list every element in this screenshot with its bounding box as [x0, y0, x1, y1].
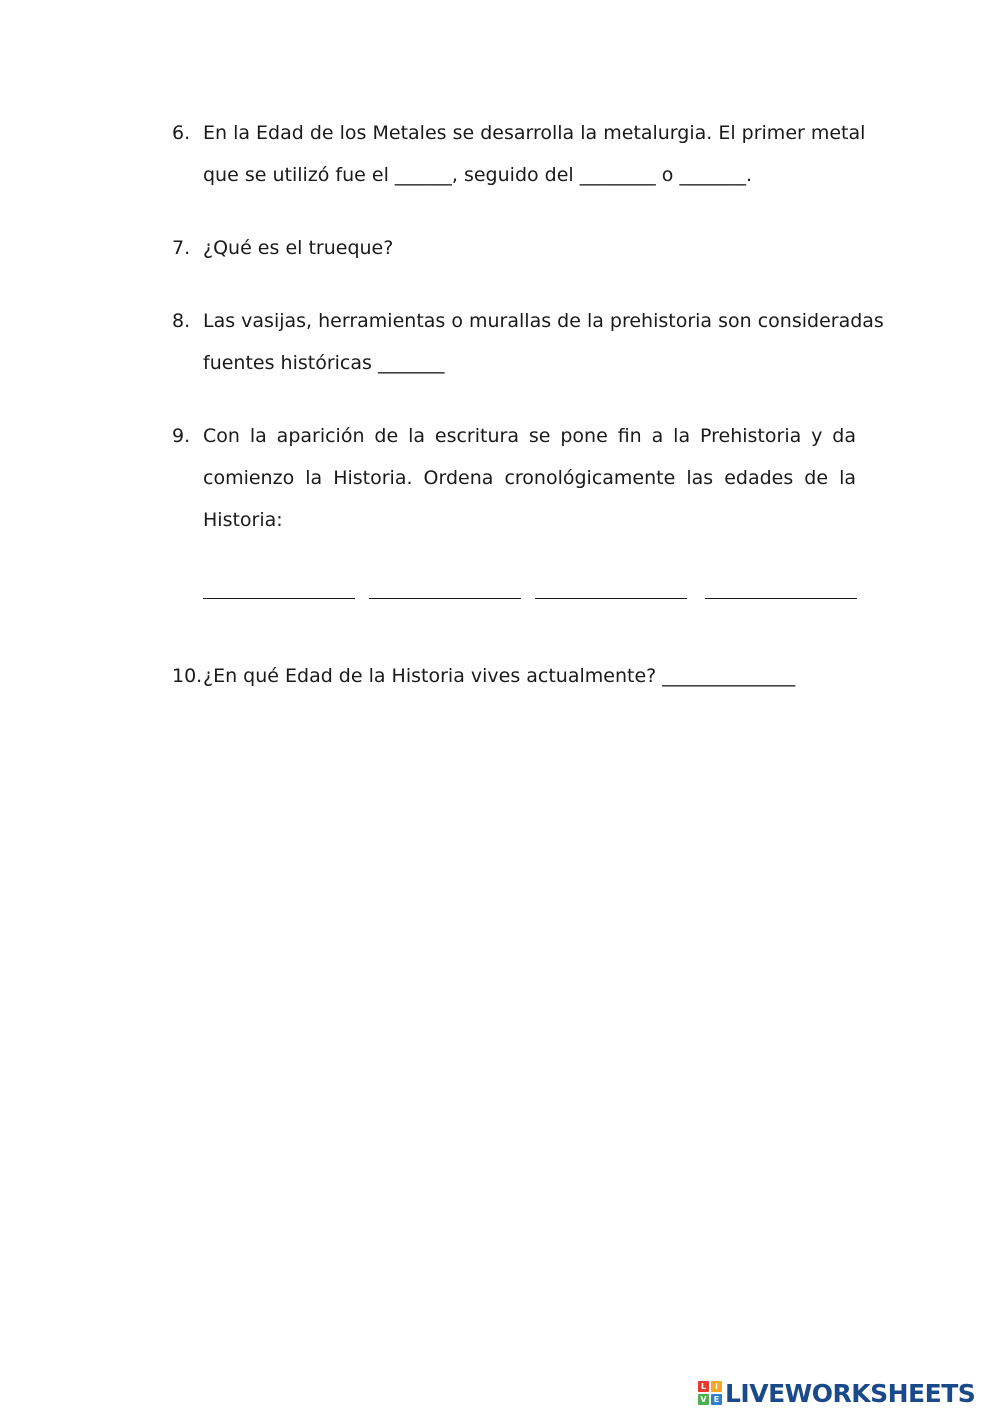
question-line: que se utilizó fue el ______, seguido del ________ o _______.: [203, 164, 752, 186]
question-line: En la Edad de los Metales se desarrolla la metalurgia. El primer metal: [203, 122, 866, 144]
question-line: Las vasijas, herramientas o murallas de la prehistoria son consideradas: [203, 310, 884, 332]
question-number: 6.: [172, 122, 191, 144]
answer-blank-4[interactable]: [705, 598, 857, 599]
liveworksheets-logo-icon: [698, 1381, 722, 1405]
question-text: [203, 112, 866, 196]
question-8: [172, 300, 884, 384]
logo-letter-tile: I: [711, 1381, 722, 1392]
question-text: [203, 415, 856, 541]
question-number: 7.: [172, 237, 191, 259]
question-6: [172, 112, 866, 196]
logo-letter-tile: V: [698, 1394, 709, 1405]
logo-letter-tile: L: [698, 1381, 709, 1392]
question-number: 10.: [172, 665, 203, 687]
question-number: 9.: [172, 425, 191, 447]
answer-blanks-row: [203, 598, 857, 604]
question-line: fuentes históricas _______: [203, 352, 445, 374]
logo-letter-tile: E: [711, 1394, 722, 1405]
question-text: [203, 300, 884, 384]
question-line: Con la aparición de la escritura se pone fin a la Prehistoria y da: [203, 425, 856, 447]
question-text: [203, 655, 856, 697]
liveworksheets-logo[interactable]: [698, 1380, 975, 1406]
question-number: 8.: [172, 310, 191, 332]
answer-blank-1[interactable]: [203, 598, 355, 599]
question-line: ¿En qué Edad de la Historia vives actualmente? ______________: [203, 665, 796, 687]
answer-blank-3[interactable]: [535, 598, 687, 599]
question-line: Historia:: [203, 509, 283, 531]
question-line: ¿Qué es el trueque?: [203, 237, 394, 259]
question-10: [172, 655, 856, 697]
question-line: comienzo la Historia. Ordena cronológicamente las edades de la: [203, 467, 856, 489]
question-7: [172, 227, 856, 269]
question-text: [203, 227, 856, 269]
answer-blank-2[interactable]: [369, 598, 521, 599]
logo-text: LIVEWORKSHEETS: [725, 1378, 976, 1408]
question-9: [172, 415, 856, 541]
